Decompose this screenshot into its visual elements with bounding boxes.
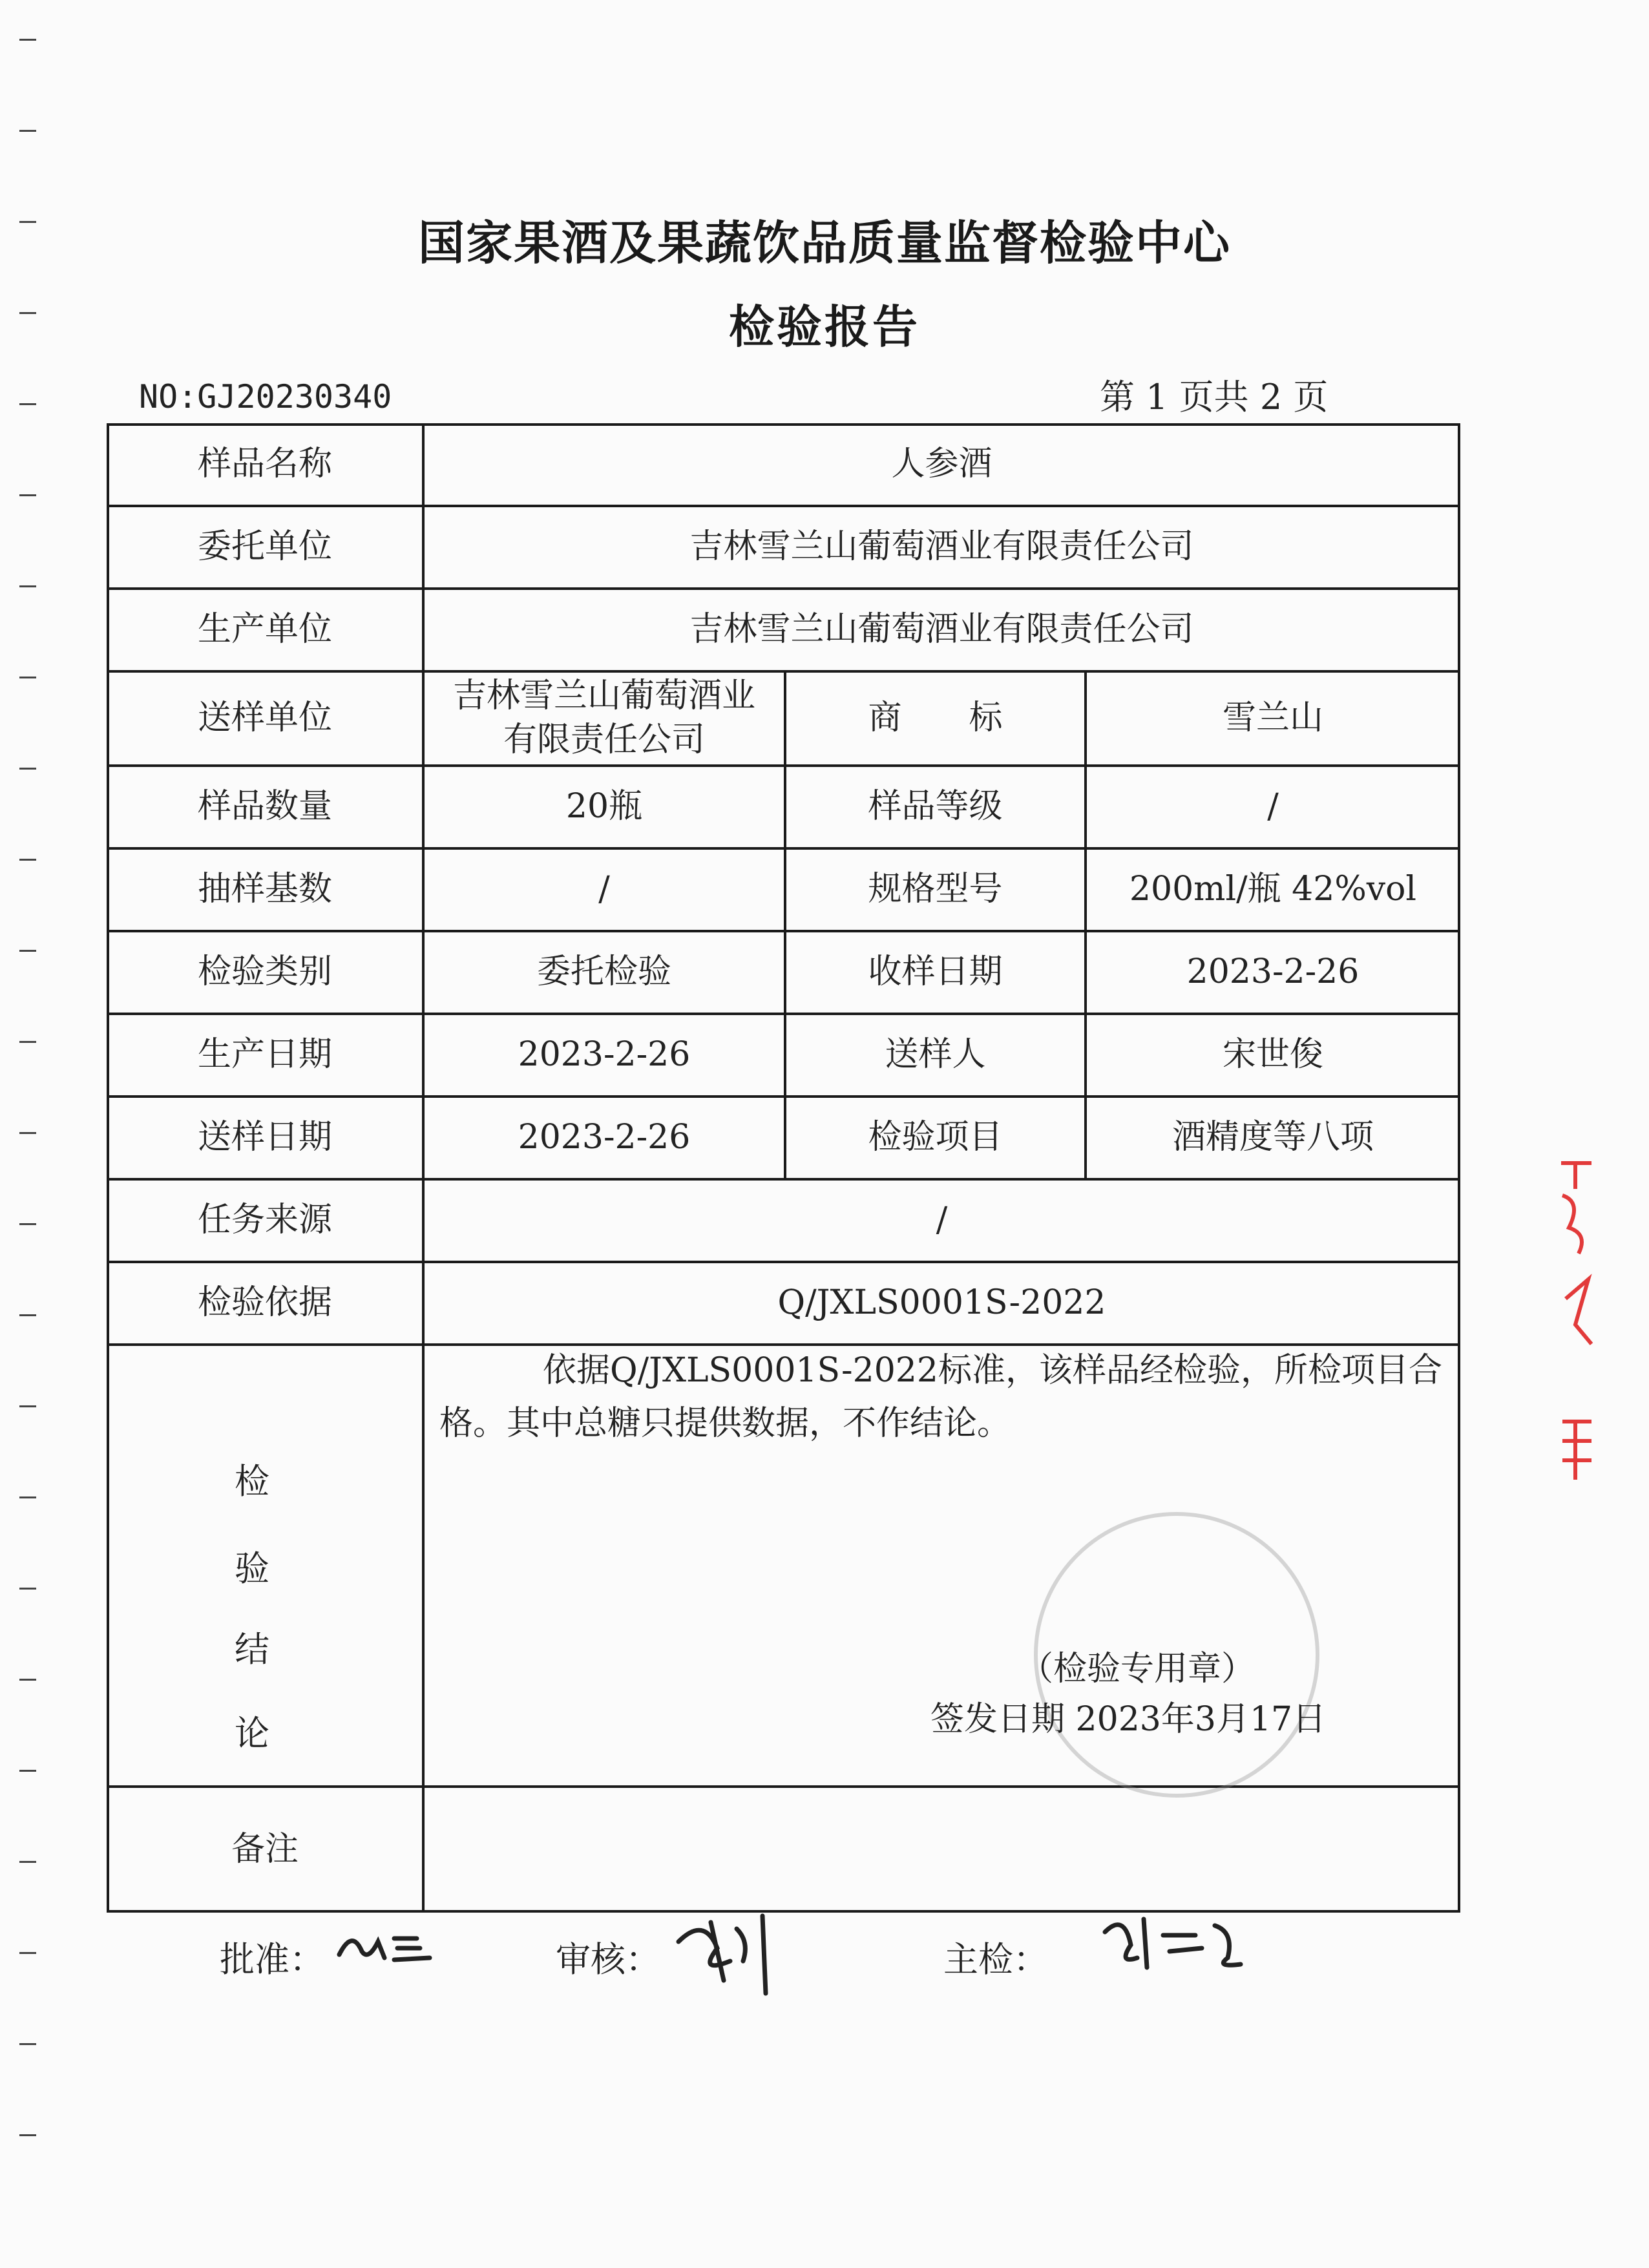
binding-mark (19, 1314, 36, 1316)
value-receipt-date: 2023-2-26 (1186, 952, 1360, 992)
value-sender-line1: 吉林雪兰山葡萄酒业 (452, 677, 755, 716)
binding-mark (19, 39, 36, 41)
value-grade: / (1267, 787, 1279, 826)
label-spec: 规格型号 (868, 870, 1003, 909)
label-client: 委托单位 (197, 527, 332, 567)
binding-mark (19, 1679, 36, 1681)
value-delivery-date: 2023-2-26 (518, 1118, 691, 1157)
conclusion-label-char-1: 检 (235, 1461, 269, 1502)
label-remarks: 备注 (231, 1829, 299, 1869)
binding-mark (19, 585, 36, 587)
page-indicator: 第 1 页共 2 页 (1100, 377, 1329, 417)
red-seam-seal (1556, 1150, 1595, 1499)
report-title: 检验报告 (729, 300, 920, 353)
label-producer: 生产单位 (197, 610, 332, 649)
label-inspection-type: 检验类别 (197, 952, 332, 992)
label-production-date: 生产日期 (197, 1035, 332, 1075)
binding-mark (19, 2134, 36, 2136)
binding-mark (19, 859, 36, 861)
value-production-date: 2023-2-26 (518, 1035, 691, 1075)
label-sender-person: 送样人 (885, 1035, 986, 1075)
label-brand: 商 标 (868, 698, 1003, 738)
binding-mark (19, 1132, 36, 1134)
conclusion-label-char-2: 验 (235, 1548, 269, 1589)
binding-mark (19, 2043, 36, 2045)
binding-mark (19, 1223, 36, 1225)
binding-mark (19, 950, 36, 952)
binding-hole-marks (19, 39, 45, 2236)
value-sender (423, 671, 785, 766)
binding-mark (19, 1041, 36, 1043)
binding-mark (19, 677, 36, 678)
conclusion-text: 依据Q/JXLS0001S-2022标准，该样品经检验，所检项目合格。其中总糖只提供数据，不作结论。 (439, 1351, 1442, 1443)
binding-mark (19, 130, 36, 132)
label-grade: 样品等级 (868, 787, 1003, 826)
inspector-label: 主检： (943, 1939, 1048, 1980)
inspector-signature (1098, 1906, 1254, 1977)
approve-signature (333, 1922, 443, 1974)
value-spec: 200ml/瓶 42%vol (1129, 870, 1417, 909)
conclusion-label-char-3: 结 (235, 1629, 269, 1670)
review-label: 审核： (556, 1939, 660, 1980)
value-quantity: 20瓶 (565, 787, 643, 826)
label-task-source: 任务来源 (197, 1201, 332, 1240)
approve-label: 批准： (220, 1939, 324, 1980)
binding-mark (19, 1405, 36, 1407)
value-sender-person: 宋世俊 (1222, 1035, 1323, 1075)
binding-mark (19, 768, 36, 770)
value-basis: Q/JXLS0001S-2022 (777, 1283, 1106, 1323)
value-producer: 吉林雪兰山葡萄酒业有限责任公司 (689, 610, 1194, 649)
value-inspection-type: 委托检验 (536, 952, 671, 992)
label-basis: 检验依据 (197, 1283, 332, 1323)
binding-mark (19, 1588, 36, 1590)
binding-mark (19, 494, 36, 496)
binding-mark (19, 1496, 36, 1498)
seal-caption: （检验专用章） (1020, 1650, 1255, 1688)
label-delivery-date: 送样日期 (197, 1118, 332, 1157)
value-brand: 雪兰山 (1222, 698, 1323, 738)
label-items: 检验项目 (868, 1118, 1003, 1157)
binding-mark (19, 1952, 36, 1954)
label-receipt-date: 收样日期 (868, 952, 1003, 992)
value-sender-line2: 有限责任公司 (503, 720, 705, 759)
label-sender: 送样单位 (197, 698, 332, 738)
value-items: 酒精度等八项 (1171, 1118, 1374, 1157)
value-client: 吉林雪兰山葡萄酒业有限责任公司 (689, 527, 1194, 567)
label-sampling-base: 抽样基数 (197, 870, 332, 909)
value-sample-name: 人参酒 (891, 445, 993, 484)
value-task-source: / (936, 1201, 948, 1240)
binding-mark (19, 403, 36, 405)
label-sample-name: 样品名称 (197, 445, 332, 484)
binding-mark (19, 1861, 36, 1863)
label-quantity: 样品数量 (197, 787, 332, 826)
conclusion-label-char-4: 论 (235, 1713, 269, 1754)
value-sampling-base: / (598, 870, 610, 909)
review-signature (672, 1903, 795, 2000)
binding-mark (19, 1770, 36, 1772)
institution-title: 国家果酒及果蔬饮品质量监督检验中心 (417, 216, 1231, 270)
issue-date: 签发日期 2023年3月17日 (930, 1700, 1327, 1739)
report-number: NO:GJ20230340 (139, 378, 392, 415)
